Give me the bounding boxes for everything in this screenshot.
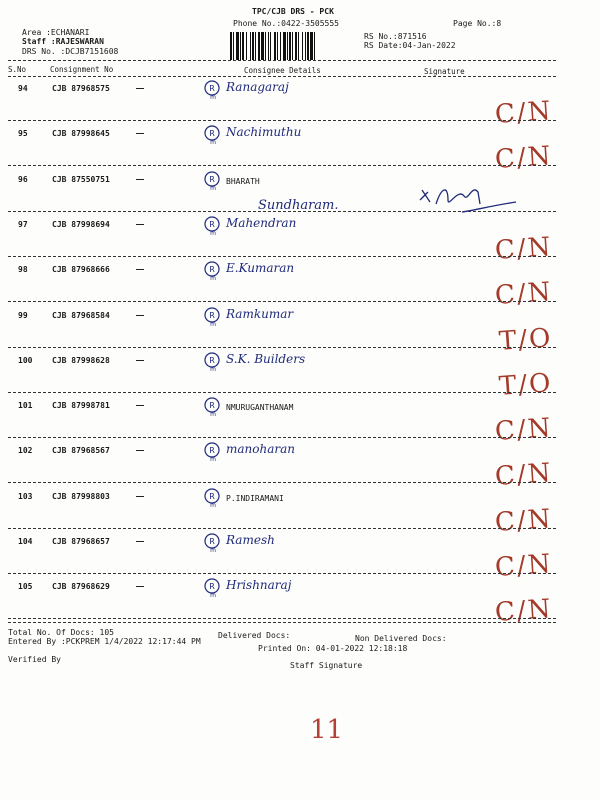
row-dash-mark	[136, 315, 144, 316]
row-consignment-number: CJB 87550751	[52, 174, 110, 184]
svg-text:m: m	[210, 411, 216, 418]
svg-text:R: R	[209, 446, 215, 456]
row-serial-number: 99	[18, 310, 28, 320]
table-row	[0, 351, 600, 402]
row-consignment-number: CJB 87998803	[52, 491, 110, 501]
received-stamp-icon	[202, 350, 224, 372]
svg-text:m: m	[210, 229, 216, 236]
row-consignment-number: CJB 87968584	[52, 310, 110, 320]
svg-text:R: R	[209, 355, 215, 365]
svg-text:m: m	[210, 139, 216, 146]
row-serial-number: 105	[18, 582, 33, 592]
row-dash-mark	[136, 360, 144, 361]
total-docs: Total No. Of Docs: 105	[8, 628, 114, 637]
row-signature-mark: C/N	[493, 549, 553, 583]
svg-text:m: m	[210, 94, 216, 100]
row-consignee-name: manoharan	[226, 442, 295, 457]
row-dash-mark	[136, 179, 144, 180]
row-consignment-number: CJB 87968575	[52, 84, 110, 93]
row-serial-number: 98	[18, 265, 28, 275]
row-dash-mark	[136, 541, 144, 542]
received-stamp-icon	[202, 214, 224, 236]
row-consignment-number: CJB 87968629	[52, 582, 110, 592]
row-serial-number: 104	[18, 537, 33, 546]
row-dash-mark	[136, 586, 144, 587]
received-stamp-icon	[202, 576, 224, 598]
staff-signature: Staff Signature	[290, 661, 363, 670]
row-divider	[8, 165, 556, 166]
row-consignee-name: S.K. Builders	[226, 351, 306, 366]
received-stamp-icon	[202, 123, 224, 145]
svg-text:R: R	[209, 174, 215, 184]
row-consignment-number: CJB 87968657	[52, 537, 110, 546]
row-consignee-name: NMURUGANTHANAM	[226, 403, 294, 413]
table-row	[0, 306, 600, 357]
received-stamp-icon	[202, 78, 224, 100]
received-stamp-icon	[202, 169, 224, 191]
svg-text:R: R	[209, 129, 215, 139]
row-signature-mark: T/O	[497, 322, 553, 357]
row-consignment-number: CJB 87968666	[52, 265, 110, 275]
row-dash-mark	[136, 450, 144, 451]
svg-text:R: R	[209, 537, 215, 546]
received-stamp-icon	[202, 531, 224, 553]
rs-date: RS Date:04-Jan-2022	[364, 41, 456, 50]
row-signature-mark: C/N	[493, 96, 553, 130]
col-consignee: Consignee Details	[244, 66, 321, 75]
row-divider	[8, 482, 556, 483]
rs-number: RS No.:871516	[364, 32, 427, 41]
row-divider	[8, 437, 556, 438]
received-stamp-icon	[202, 395, 224, 417]
svg-text:R: R	[209, 265, 215, 275]
row-dash-mark	[136, 133, 144, 134]
row-consignment-number: CJB 87998645	[52, 129, 110, 139]
row-signature-mark: C/N	[493, 413, 553, 448]
row-consignee-name: P.INDIRAMANI	[226, 493, 284, 503]
page-number: Page No.:8	[453, 19, 502, 28]
row-dash-mark	[136, 269, 144, 270]
row-consignee-name: E.Kumaran	[226, 261, 295, 276]
row-divider	[8, 392, 556, 393]
row-signature-mark: T/O	[497, 367, 553, 402]
row-consignee-name: Mahendran	[226, 215, 297, 230]
svg-text:m: m	[210, 275, 216, 282]
row-serial-number: 94	[18, 84, 28, 93]
row-consignee-name: Ramesh	[226, 533, 275, 547]
staff-label: Staff :RAJESWARAN	[22, 37, 104, 46]
document-title: TPC/CJB DRS - PCK	[252, 7, 334, 16]
entered-by: Entered By :PCKPREM 1/4/2022 12:17:44 PM	[8, 637, 201, 646]
row-divider	[8, 528, 556, 529]
row-divider	[8, 256, 556, 257]
non-delivered-docs: Non Delivered Docs:	[355, 634, 447, 643]
row-serial-number: 101	[18, 401, 33, 411]
table-row	[0, 533, 600, 583]
svg-text:m: m	[210, 456, 216, 463]
row-consignment-number: CJB 87998694	[52, 219, 110, 229]
row-consignment-number: CJB 87998781	[52, 401, 110, 411]
table-row	[0, 578, 600, 629]
phone-number: Phone No.:0422-3505555	[233, 19, 339, 28]
row-signature-mark: C/N	[493, 231, 553, 266]
drs-number: DRS No. :DCJB7151608	[22, 47, 119, 56]
row-divider	[8, 347, 556, 348]
svg-text:R: R	[209, 219, 215, 229]
column-divider	[8, 76, 556, 77]
header-divider	[8, 60, 556, 61]
svg-text:R: R	[209, 401, 215, 411]
row-consignee-name: Hrishnaraj	[226, 578, 292, 593]
received-stamp-icon	[202, 440, 224, 462]
table-row	[0, 401, 600, 448]
table-row	[0, 492, 600, 536]
row-consignee-name: Ranagaraj	[226, 80, 289, 94]
row-divider	[8, 120, 556, 121]
row-dash-mark	[136, 88, 144, 89]
row-dash-mark	[136, 405, 144, 406]
col-consignment: Consignment No	[50, 65, 114, 74]
row-serial-number: 102	[18, 446, 33, 456]
row-signature-mark: C/N	[493, 141, 553, 176]
row-signature-mark: C/N	[493, 594, 553, 629]
svg-text:m: m	[210, 501, 216, 508]
svg-text:R: R	[209, 582, 215, 592]
row-consignee-name: Ramkumar	[226, 306, 294, 321]
row-consignment-number: CJB 87998628	[52, 355, 110, 365]
row-serial-number: 95	[18, 129, 28, 139]
row-dash-mark	[136, 224, 144, 225]
row-consignee-name: Nachimuthu	[226, 125, 302, 140]
svg-text:m: m	[210, 320, 216, 327]
row-serial-number: 97	[18, 219, 28, 229]
col-sno: S.No	[8, 65, 27, 74]
col-signature: Signature	[424, 67, 465, 76]
row-serial-number: 96	[18, 174, 28, 184]
row-divider	[8, 618, 556, 619]
printed-on: Printed On: 04-01-2022 12:18:18	[258, 644, 408, 653]
table-row	[0, 125, 600, 176]
table-row	[0, 80, 600, 130]
svg-text:m: m	[210, 592, 216, 599]
row-dash-mark	[136, 496, 144, 497]
row-consignment-number: CJB 87968567	[52, 446, 110, 456]
table-row	[0, 442, 600, 493]
receiver-handwriting: Sundharam.	[258, 198, 339, 213]
table-row	[0, 261, 600, 312]
row-consignee-name: BHARATH	[226, 176, 260, 186]
received-stamp-icon	[202, 305, 224, 327]
verified-by: Verified By	[8, 655, 61, 664]
svg-text:m: m	[210, 184, 216, 191]
svg-text:m: m	[210, 547, 216, 553]
area-label: Area :ECHANARI	[22, 28, 90, 37]
row-serial-number: 103	[18, 491, 33, 501]
footer-divider	[8, 622, 556, 623]
row-signature-mark: C/N	[493, 277, 553, 312]
row-divider	[8, 301, 556, 302]
row-divider	[8, 573, 556, 574]
row-signature-mark: C/N	[493, 503, 553, 538]
delivered-docs: Delivered Docs:	[218, 631, 291, 640]
received-stamp-icon	[202, 486, 224, 508]
row-signature-mark: C/N	[493, 458, 553, 493]
receiver-signature-scribble	[418, 182, 528, 222]
received-stamp-icon	[202, 259, 224, 281]
svg-text:m: m	[210, 365, 216, 372]
table-row	[0, 215, 600, 266]
barcode	[230, 32, 356, 60]
pen-mark: 11	[310, 715, 344, 745]
svg-text:R: R	[209, 491, 215, 501]
svg-text:R: R	[209, 84, 215, 93]
svg-text:R: R	[209, 310, 215, 320]
row-serial-number: 100	[18, 355, 33, 365]
